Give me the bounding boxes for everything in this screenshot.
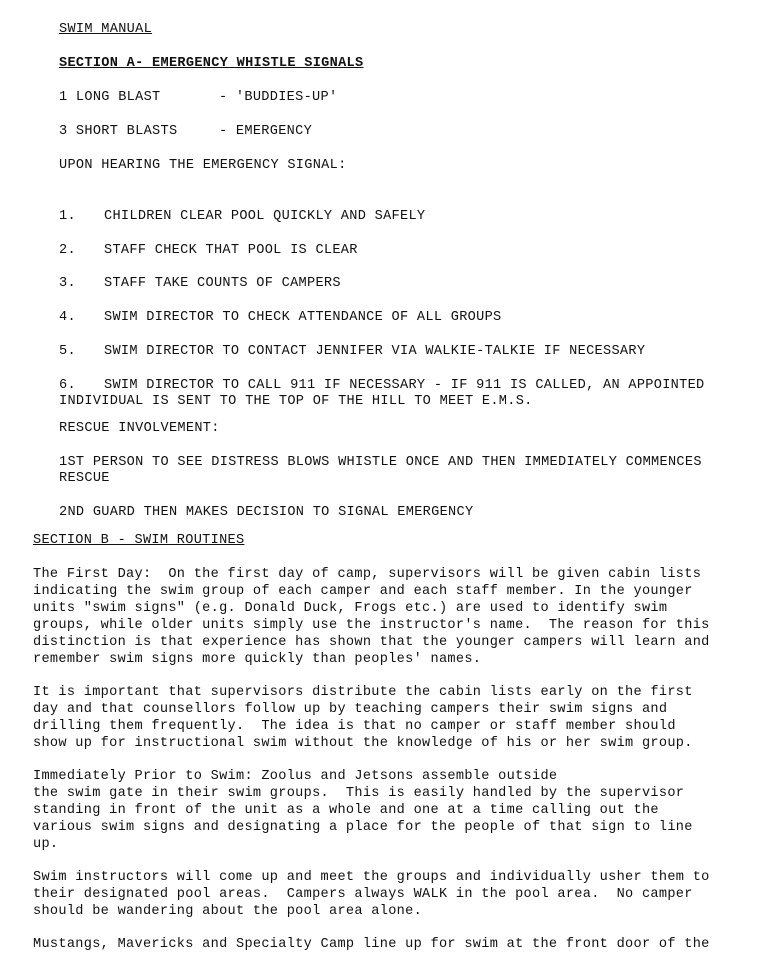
signal-meaning: - EMERGENCY — [219, 124, 313, 139]
step-text: SWIM DIRECTOR TO CALL 911 IF NECESSARY - IF 911 IS CALLED, AN APPOINTED — [104, 378, 705, 393]
paragraph-line: groups, while older units simply use the instructor's name. The reason for this — [33, 618, 710, 633]
step-text: SWIM DIRECTOR TO CHECK ATTENDANCE OF ALL GROUPS — [104, 310, 502, 325]
paragraph-line: Swim instructors will come up and meet the groups and individually usher them to — [33, 870, 710, 885]
step-number: 1. — [59, 209, 76, 224]
step-text: STAFF CHECK THAT POOL IS CLEAR — [104, 243, 358, 258]
step-number: 6. — [59, 378, 76, 393]
signal-label: 3 SHORT BLASTS — [59, 124, 178, 139]
step-number: 4. — [59, 310, 76, 325]
step-item — [59, 309, 502, 326]
paragraph-line: various swim signs and designating a place for the people of that sign to line — [33, 820, 693, 835]
paragraph-line: Immediately Prior to Swim: Zoolus and Jetsons assemble outside — [33, 769, 558, 784]
signal-meaning: - 'BUDDIES-UP' — [219, 90, 338, 105]
paragraph-line: Mustangs, Mavericks and Specialty Camp line up for swim at the front door of the — [33, 937, 710, 952]
rescue-first-line: 1ST PERSON TO SEE DISTRESS BLOWS WHISTLE ONCE AND THEN IMMEDIATELY COMMENCES — [59, 455, 702, 470]
paragraph-line: indicating the swim group of each camper and each staff member. In the younger — [33, 584, 693, 599]
emergency-intro: UPON HEARING THE EMERGENCY SIGNAL: — [59, 158, 347, 173]
paragraph-line: units "swim signs" (e.g. Donald Duck, Frogs etc.) are used to identify swim — [33, 601, 668, 616]
paragraph-line: show up for instructional swim without the knowledge of his or her swim group. — [33, 736, 693, 751]
paragraph-line: should be wandering about the pool area alone. — [33, 904, 423, 919]
step-number: 5. — [59, 344, 76, 359]
step-number: 2. — [59, 243, 76, 258]
section-b-title: SECTION B - SWIM ROUTINES — [33, 533, 245, 548]
step-item — [59, 343, 645, 360]
step-text: SWIM DIRECTOR TO CONTACT JENNIFER VIA WALKIE-TALKIE IF NECESSARY — [104, 344, 646, 359]
step-item — [59, 377, 705, 394]
step-text: STAFF TAKE COUNTS OF CAMPERS — [104, 276, 341, 291]
signal-row-short-blasts — [59, 123, 312, 140]
paragraph-line: standing in front of the unit as a whole and one at a time calling out the — [33, 803, 659, 818]
paragraph-line: The First Day: On the first day of camp, supervisors will be given cabin lists — [33, 567, 702, 582]
step-text: CHILDREN CLEAR POOL QUICKLY AND SAFELY — [104, 209, 426, 224]
step-continuation: INDIVIDUAL IS SENT TO THE TOP OF THE HILL TO MEET E.M.S. — [59, 394, 533, 409]
paragraph-line: their designated pool areas. Campers always WALK in the pool area. No camper — [33, 887, 693, 902]
manual-title: SWIM MANUAL — [59, 22, 153, 37]
rescue-heading: RESCUE INVOLVEMENT: — [59, 421, 220, 436]
step-item — [59, 242, 358, 259]
paragraph-line: It is important that supervisors distribute the cabin lists early on the first — [33, 685, 693, 700]
rescue-second-line: 2ND GUARD THEN MAKES DECISION TO SIGNAL EMERGENCY — [59, 505, 474, 520]
signal-row-long-blast — [59, 89, 337, 106]
paragraph-line: drilling them frequently. The idea is that no camper or staff member should — [33, 719, 676, 734]
paragraph-line: up. — [33, 837, 59, 852]
step-item — [59, 275, 341, 292]
step-item — [59, 208, 425, 225]
section-a-title: SECTION A- EMERGENCY WHISTLE SIGNALS — [59, 56, 364, 71]
paragraph-line: remember swim signs more quickly than peoples' names. — [33, 652, 482, 667]
paragraph-line: day and that counsellors follow up by teaching campers their swim signs and — [33, 702, 668, 717]
paragraph-line: distinction is that experience has shown that the younger campers will learn and — [33, 635, 710, 650]
paragraph-line: the swim gate in their swim groups. This is easily handled by the supervisor — [33, 786, 685, 801]
rescue-first-continuation: RESCUE — [59, 471, 110, 486]
signal-label: 1 LONG BLAST — [59, 90, 161, 105]
step-number: 3. — [59, 276, 76, 291]
